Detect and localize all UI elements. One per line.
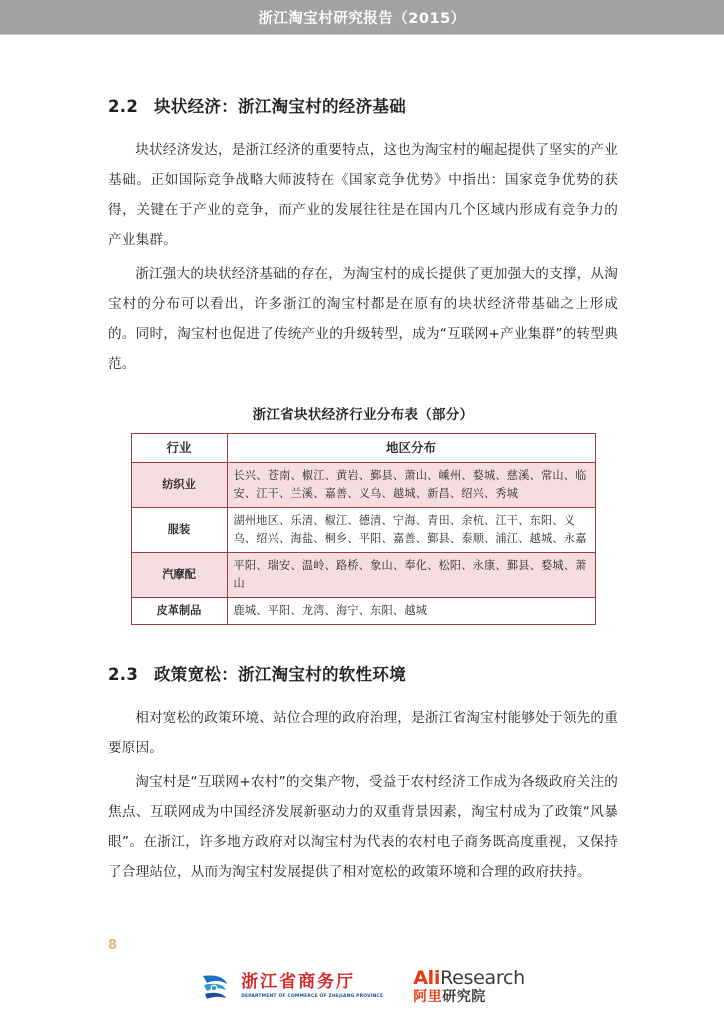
page-content [108, 35, 618, 887]
report-title: 浙江淘宝村研究报告（2015） [258, 10, 466, 27]
page-number: 8 [108, 938, 118, 953]
table-caption: 浙江省块状经济行业分布表（部分） [252, 407, 474, 423]
table-row [131, 598, 595, 625]
commerce-swirl-icon [199, 970, 233, 1004]
table-row [131, 508, 595, 553]
table-cell-regions: 长兴、苍南、椒江、黄岩、鄞县、萧山、嵊州、婺城、慈溪、常山、临安、江干、兰溪、嘉善、义乌、越城、新昌、绍兴、秀城 [227, 463, 595, 508]
section-heading-2-2 [108, 93, 618, 117]
logo-zhejiang-commerce [199, 970, 383, 1004]
section-title-2-3: 政策宽松：浙江淘宝村的软性环境 [154, 665, 406, 684]
table-row [131, 553, 595, 598]
table-row [131, 463, 595, 508]
footer-logo-row [0, 955, 724, 1019]
ali-cn-word-institute: 研究院 [442, 989, 486, 1006]
ali-research-cn [413, 990, 525, 1005]
ali-cn-word-alibaba: 阿里 [413, 989, 443, 1006]
paragraph-2-3-2: 淘宝村是“互联网+农村”的交集产物，受益于农村经济工作成为各级政府关注的焦点、互联网成为中国经济发展新驱动力的双重背景因素，淘宝村成为了政策“风暴眼”。在浙江，许多地方政府对以淘宝村为代表的农村电子商务既高度重视，又保持了合理站位，从而为淘宝村发展提供了相对宽松的政策环境和合理的政府扶持。 [108, 774, 618, 880]
paragraph-2-3-1: 相对宽松的政策环境、站位合理的政府治理，是浙江省淘宝村能够处于领先的重要原因。 [108, 710, 618, 756]
section-heading-2-3 [108, 661, 618, 685]
page-body [0, 35, 724, 1024]
table-cell-industry: 服装 [131, 508, 227, 553]
table-cell-regions: 鹿城、平阳、龙湾、海宁、东阳、越城 [227, 598, 595, 625]
table-cell-industry: 汽摩配 [131, 553, 227, 598]
paragraph-2-2-1: 块状经济发达，是浙江经济的重要特点，这也为淘宝村的崛起提供了坚实的产业基础。正如国际竞争战略大师波特在《国家竞争优势》中指出：国家竞争优势的获得，关键在于产业的竞争，而产业的发展往往是在国内几个区域内形成有竞争力的产业集群。 [108, 142, 618, 248]
ali-research-en [413, 969, 525, 989]
section-number-2-3: 2.3 [108, 665, 139, 684]
block-economy-industry-table [131, 433, 596, 625]
commerce-text-block [241, 974, 383, 999]
table-header-regions: 地区分布 [227, 434, 595, 463]
ali-word-research: Research [440, 967, 525, 990]
paragraph-2-2-2: 浙江强大的块状经济基础的存在，为淘宝村的成长提供了更加强大的支撑，从淘宝村的分布可以看出，许多浙江的淘宝村都是在原有的块状经济带基础之上形成的。同时，淘宝村也促进了传统产业的升级转型，成为“互联网+产业集群”的转型典范。 [108, 266, 618, 372]
section-number-2-2: 2.2 [108, 97, 139, 116]
table-header-row [131, 434, 595, 463]
table-header-industry: 行业 [131, 434, 227, 463]
commerce-name-cn: 浙江省商务厅 [241, 972, 356, 993]
table-cell-industry: 皮革制品 [131, 598, 227, 625]
logo-ali-research [413, 969, 525, 1005]
table-cell-industry: 纺织业 [131, 463, 227, 508]
table-cell-regions: 平阳、瑞安、温岭、路桥、象山、奉化、松阳、永康、鄞县、婺城、萧山 [227, 553, 595, 598]
page-header-band [0, 0, 724, 35]
commerce-name-en: DEPARTMENT OF COMMERCE OF ZHEJIANG PROVINCE [241, 994, 384, 1000]
table-cell-regions: 湖州地区、乐清、椒江、德清、宁海、青田、余杭、江干、东阳、义乌、绍兴、海盐、桐乡、平阳、嘉善、鄞县、泰顺、浦江、越城、永嘉 [227, 508, 595, 553]
section-title-2-2: 块状经济：浙江淘宝村的经济基础 [154, 97, 406, 116]
ali-word-ali: Ali [413, 967, 441, 990]
